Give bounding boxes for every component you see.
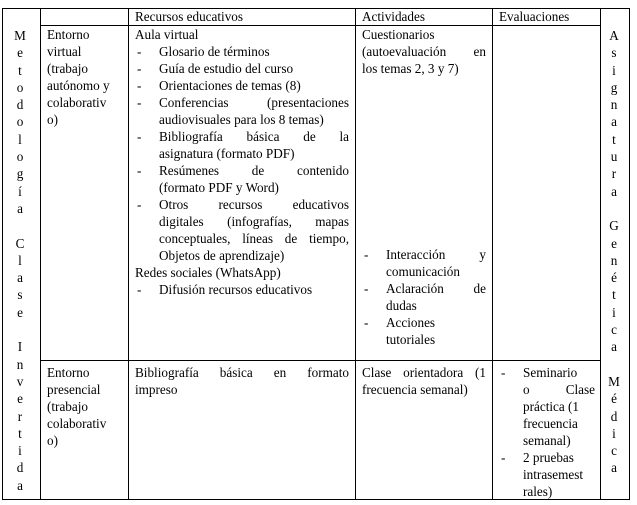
vertical-letter: t [18,425,22,441]
list-item: - Otros recursos educativos digitales (infografías, mapas conceptuales, líneas de tiempo, Objetos de aprendizaje) [137,197,349,263]
list-item: - Resúmenes de contenido (formato PDF y Word) [137,163,349,195]
activities-virtual-list [362,246,486,348]
vertical-letter: i [18,443,22,459]
vertical-letter: a [17,477,23,493]
list-item: - Conferencias (presentaciones audiovisuales para los 8 temas) [137,95,349,127]
vertical-letter: s [17,287,23,303]
vertical-letter: l [18,131,22,147]
vertical-letter: é [611,391,617,407]
border-col-3 [355,8,356,500]
vertical-letter: t [612,131,616,147]
header-evaluations: Evaluaciones [499,9,570,24]
list-item: - Seminario o Clase práctica (1 frecuencia semanal) [501,365,595,448]
social-networks-list [135,281,349,298]
vertical-letter: o [16,149,24,165]
vertical-letter: n [610,252,618,268]
vertical-letter: n [16,356,24,372]
vertical-letter: d [16,460,24,476]
activities-presential: Clase orientadora (1 frecuencia semanal) [362,365,486,397]
vertical-letter: a [611,183,617,199]
border-col-4 [492,8,493,500]
list-item: - Bibliografía básica de la asignatura (formato PDF) [137,129,349,161]
vertical-letter: g [610,79,618,95]
list-item: - Acciones tutoriales [364,315,436,347]
vertical-letter: g [16,166,24,182]
border-left [2,8,3,500]
vertical-letter: n [610,97,618,113]
evaluations-presential [499,364,595,500]
vertical-letter: e [611,235,617,251]
vertical-letter: i [612,304,616,320]
border-row-divider [40,360,600,361]
list-item: - Difusión recursos educativos [137,282,313,297]
vertical-letter: u [610,149,618,165]
vertical-letter: a [611,114,617,130]
vertical-letter: e [17,391,23,407]
vertical-letter: v [16,373,24,389]
vertical-letter: e [17,304,23,320]
left-vertical-label [8,27,32,494]
border-right [629,8,630,500]
list-item: - Guía de estudio del curso [137,61,294,76]
border-col-5 [600,8,601,500]
vertical-letter: a [17,270,23,286]
vertical-letter: í [18,183,22,199]
border-col-2 [128,8,129,500]
vertical-letter: s [611,45,617,61]
border-col-1 [40,8,41,500]
resources-virtual [135,26,349,298]
vertical-letter: d [610,408,618,424]
resources-presential: Bibliografía básica en formato impreso [135,365,349,397]
list-item: - Orientaciones de temas (8) [137,78,301,93]
vertical-letter: c [611,322,617,338]
vertical-letter: i [612,62,616,78]
header-activities: Actividades [362,9,425,24]
vertical-letter: I [17,339,23,355]
environment-presential: Entorno presencial (trabajo colaborativ o) [47,365,107,448]
aula-virtual-list [135,43,349,264]
vertical-letter: d [16,97,24,113]
vertical-letter: a [17,200,23,216]
list-item: - Interacción y comunicación [364,247,486,279]
vertical-letter: e [17,45,23,61]
vertical-letter: M [14,28,26,43]
environment-virtual: Entorno virtual (trabajo autónomo y colaborativ o) [47,27,110,127]
vertical-letter: A [609,28,619,43]
vertical-letter: M [608,373,620,389]
list-item: - Aclaración de dudas [364,281,486,313]
vertical-letter: é [611,270,617,286]
vertical-letter: c [611,443,617,459]
vertical-letter: i [612,425,616,441]
vertical-letter: C [15,235,25,251]
social-networks-title: Redes sociales (WhatsApp) [135,265,281,280]
vertical-letter: o [16,114,24,130]
right-vertical-label [602,27,626,477]
vertical-letter: G [609,218,619,234]
vertical-letter: o [16,79,24,95]
list-item: - 2 pruebas intrasemest rales) [501,450,584,499]
vertical-letter: l [18,252,22,268]
vertical-letter: r [611,166,617,182]
list-item: - Glosario de términos [137,44,270,59]
vertical-letter: a [611,339,617,355]
vertical-letter: r [17,408,23,424]
activities-virtual-intro: Cuestionarios (autoevaluación en los temas 2, 3 y 7) [362,27,486,76]
vertical-letter: a [611,460,617,476]
vertical-letter: t [18,62,22,78]
header-resources: Recursos educativos [135,9,244,24]
aula-virtual-title: Aula virtual [135,27,199,42]
vertical-letter: t [612,287,616,303]
